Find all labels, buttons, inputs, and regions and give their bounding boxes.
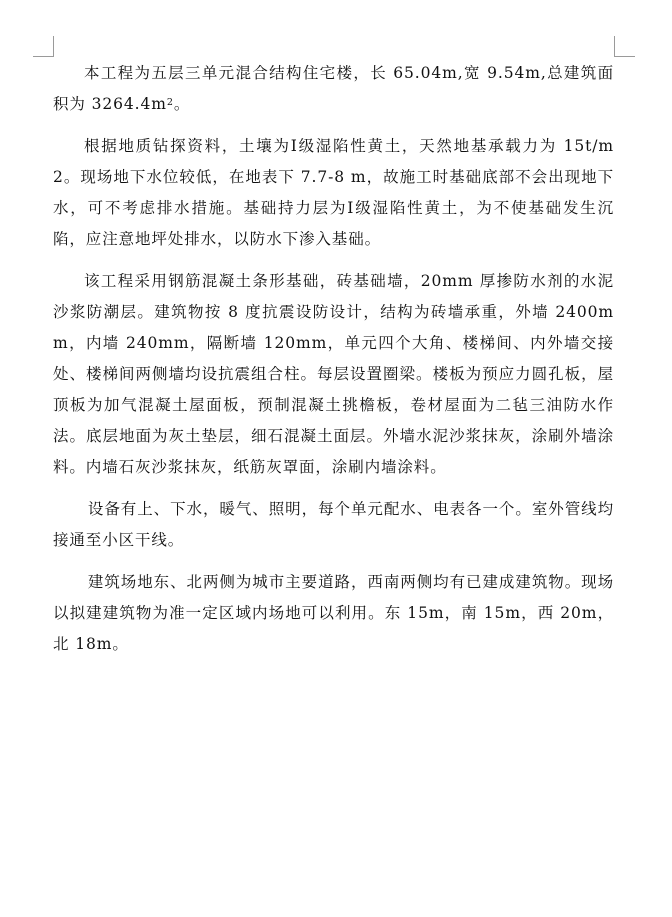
paragraph-text: 本工程为五层三单元混合结构住宅楼，长 65.04m,宽 9.54m,总建筑面积为 3264.4m (53, 64, 614, 113)
document-body (53, 58, 614, 671)
paragraph-structure: 该工程采用钢筋混凝土条形基础，砖基础墙，20mm 厚掺防水剂的水泥沙浆防潮层。建筑物按 8 度抗震设防设计，结构为砖墙承重，外墙 2400mm，内墙 240mm，隔断墙 120mm，单元四个大角、楼梯间、内外墙交接处、楼梯间两侧墙均设抗震组合柱。每层设置圈梁。楼板为预应力圆孔板，屋顶板为加气混凝土屋面板，预制混凝土挑檐板，卷材屋面为二毡三油防水作法。底层地面为灰土垫层，细石混凝土面层。外墙水泥沙浆抹灰，涂刷外墙涂料。内墙石灰沙浆抹灰，纸筋灰罩面，涂刷内墙涂料。 (53, 272, 614, 476)
paragraph-tail: 。 (173, 95, 191, 113)
paragraph-geology: 根据地质钻探资料，土壤为Ⅰ级湿陷性黄土，天然地基承载力为 15t/m2。现场地下水位较低，在地表下 7.7-8 m，故施工时基础底部不会出现地下水，可不考虑排水措施。基础持力层为Ⅰ级湿陷性黄土，为不使基础发生沉陷，应注意地坪处排水，以防水下渗入基础。 (53, 137, 614, 248)
paragraph-equipment: 设备有上、下水，暖气、照明，每个单元配水、电表各一个。室外管线均接通至小区干线。 (53, 500, 614, 549)
paragraph-project-overview (53, 58, 614, 120)
superscript-exponent: 2 (166, 97, 174, 108)
top-left-crop-mark (33, 36, 54, 57)
top-right-crop-mark (614, 36, 635, 57)
paragraph-site: 建筑场地东、北两侧为城市主要道路，西南两侧均有已建成建筑物。现场以拟建建筑物为准一定区域内场地可以利用。东 15m，南 15m，西 20m，北 18m。 (53, 573, 614, 653)
